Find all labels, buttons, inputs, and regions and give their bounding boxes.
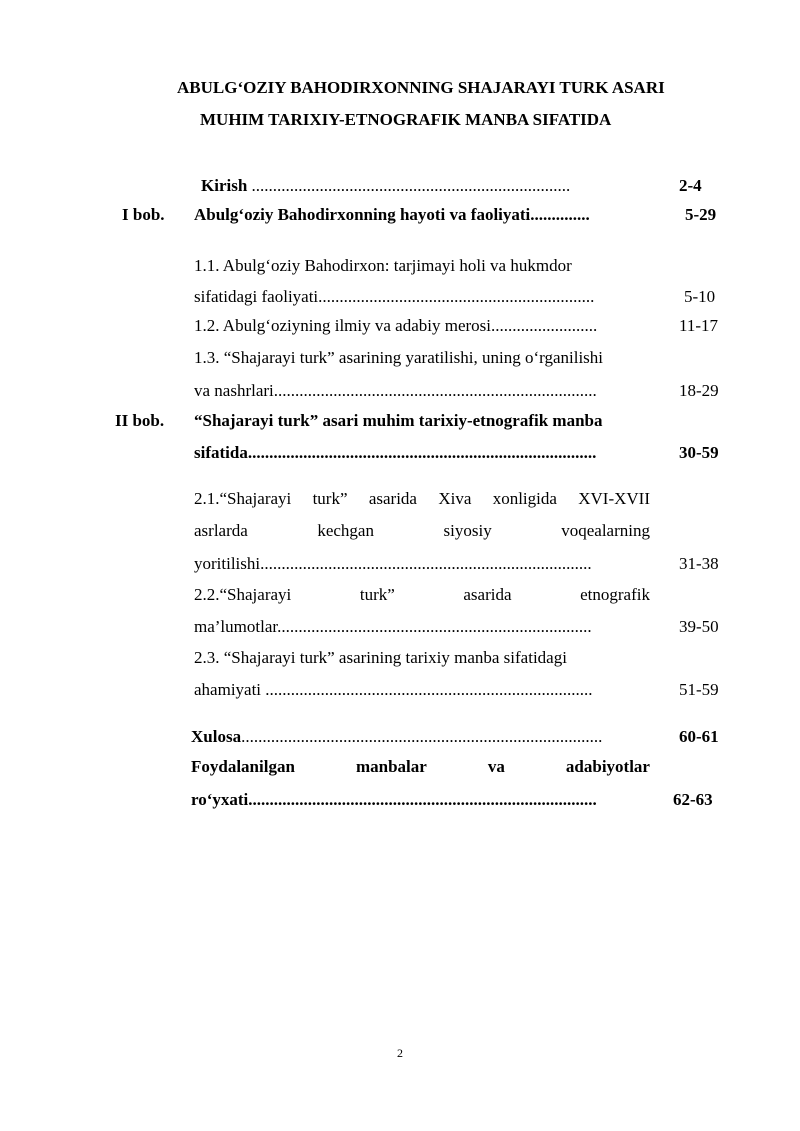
toc-entry-1-2: 1.2. Abulg‘oziyning ilmiy va adabiy merosi......................... xyxy=(194,316,598,335)
chapter-label-2: II bob. xyxy=(115,411,165,430)
title-line-1: ABULG‘OZIY BAHODIRXONNING SHAJARAYI TURK ASARI xyxy=(177,78,665,97)
toc-entry-1-1-line-1: 1.1. Abulg‘oziy Bahodirxon: tarjimayi holi va hukmdor xyxy=(194,256,572,275)
word: Foydalanilgan xyxy=(191,757,295,776)
toc-entry-chapter-2-line-1: “Shajarayi turk” asari muhim tarixiy-etnografik manba xyxy=(194,411,603,430)
toc-dots-xulosa: ..................................................................................... xyxy=(241,727,603,746)
word: siyosiy xyxy=(443,521,492,540)
word: asrlarda xyxy=(194,521,248,540)
toc-pages-2-1: 31-38 xyxy=(679,554,719,573)
toc-entry-2-1-line-3: yoritilishi.............................................................................. xyxy=(194,554,592,573)
toc-label-xulosa: Xulosa xyxy=(191,727,242,746)
title-line-2: MUHIM TARIXIY-ETNOGRAFIK MANBA SIFATIDA xyxy=(200,110,612,129)
toc-entry-kirish xyxy=(201,176,570,196)
toc-entry-1-3-line-2: va nashrlari............................................................................ xyxy=(194,381,597,400)
toc-entry-2-1-line-1 xyxy=(194,489,650,509)
word: 2.1.“Shajarayi xyxy=(194,489,292,508)
toc-pages-1-3: 18-29 xyxy=(679,381,719,400)
toc-entry-1-3-line-1: 1.3. “Shajarayi turk” asarining yaratilishi, uning o‘rganilishi xyxy=(194,348,604,367)
word: Xiva xyxy=(438,489,472,508)
toc-entry-2-3-line-2: ahamiyati ............................................................................. xyxy=(194,680,593,699)
toc-pages-chapter-1: 5-29 xyxy=(685,205,717,224)
toc-pages-2-2: 39-50 xyxy=(679,617,719,636)
toc-entry-references-line-1 xyxy=(191,757,650,777)
toc-entry-2-1-line-2 xyxy=(194,521,650,541)
toc-label-kirish: Kirish xyxy=(201,176,248,195)
word: manbalar xyxy=(355,757,427,776)
toc-entry-references-line-2: ro‘yxati.................................................................................. xyxy=(191,790,597,809)
word: turk” xyxy=(359,585,395,604)
word: turk” xyxy=(312,489,348,508)
toc-entry-chapter-2-line-2: sifatida.................................................................................. xyxy=(194,443,597,462)
toc-entry-xulosa xyxy=(191,727,602,747)
toc-pages-kirish: 2-4 xyxy=(679,176,702,195)
chapter-label-1: I bob. xyxy=(122,205,165,224)
word: xonligida xyxy=(492,489,557,508)
word: asarida xyxy=(463,585,512,604)
word: adabiyotlar xyxy=(565,757,650,776)
word: va xyxy=(487,757,505,776)
toc-pages-references: 62-63 xyxy=(673,790,713,809)
toc-pages-xulosa: 60-61 xyxy=(679,727,719,746)
toc-entry-1-1-line-2: sifatidagi faoliyati................................................................. xyxy=(194,287,595,306)
toc-pages-1-2: 11-17 xyxy=(679,316,719,335)
toc-entry-chapter-1: Abulg‘oziy Bahodirxonning hayoti va faoliyati.............. xyxy=(194,205,590,224)
toc-dots-kirish: ........................................................................... xyxy=(247,176,571,195)
toc-entry-2-2-line-2: ma’lumotlar.......................................................................... xyxy=(194,617,592,636)
toc-entry-2-2-line-1 xyxy=(194,585,650,605)
toc-entry-2-3-line-1: 2.3. “Shajarayi turk” asarining tarixiy manba sifatidagi xyxy=(194,648,567,667)
word: kechgan xyxy=(317,521,374,540)
word: voqealarning xyxy=(561,521,650,540)
toc-pages-2-3: 51-59 xyxy=(679,680,719,699)
word: XVI-XVII xyxy=(578,489,650,508)
toc-pages-chapter-2: 30-59 xyxy=(679,443,719,462)
word: asarida xyxy=(368,489,417,508)
toc-pages-1-1: 5-10 xyxy=(684,287,716,306)
word: 2.2.“Shajarayi xyxy=(194,585,292,604)
word: etnografik xyxy=(580,585,650,604)
page-number: 2 xyxy=(397,1046,403,1060)
